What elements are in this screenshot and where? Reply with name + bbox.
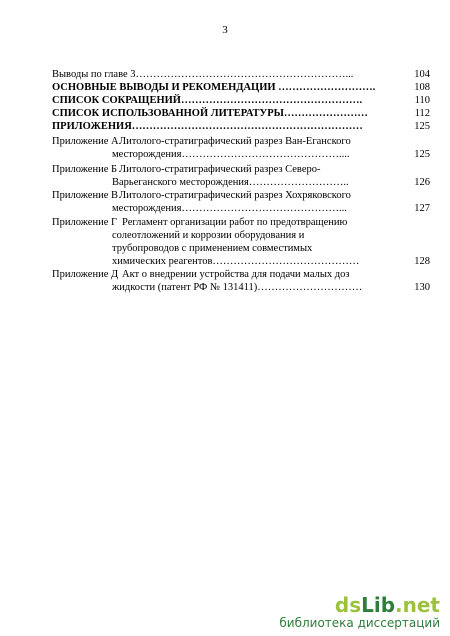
appendix-v-text: месторождения………………………………………... (112, 203, 347, 214)
appendix-b-text: Варьеганского месторождения……………………….. (112, 177, 349, 188)
appendix-a-line-1 (119, 135, 430, 148)
appendix-b-line-2 (112, 176, 430, 189)
appendix-g-label: Приложение Г (52, 217, 118, 228)
toc-row-title: СПИСОК ИСПОЛЬЗОВАННОЙ ЛИТЕРАТУРЫ…………………… (52, 108, 368, 119)
toc-row-page: 110 (414, 95, 430, 106)
appendix-d-line-2 (112, 281, 430, 294)
toc-row-page: 108 (414, 82, 430, 93)
appendix-b-line-1 (119, 163, 430, 176)
appendix-g-line-1 (122, 216, 430, 229)
logo-part-lib: Lib (361, 593, 396, 617)
appendix-g-page: 128 (414, 256, 430, 267)
appendix-d-line-1 (122, 268, 430, 281)
appendix-a-label: Приложение А (52, 136, 119, 147)
toc-row-page: 104 (414, 69, 430, 80)
dslib-subtitle: библиотека диссертаций (279, 616, 440, 630)
appendix-g-text: Регламент организации работ по предотвращению (122, 217, 348, 228)
appendix-v-line-1 (119, 189, 430, 202)
appendix-b-text: Литолого-стратиграфический разрез Северо- (119, 164, 321, 175)
appendix-a-line-2 (112, 148, 430, 161)
appendix-v-page: 127 (414, 203, 430, 214)
toc-row-abbreviations (52, 94, 430, 107)
appendix-d-text: жидкости (патент РФ № 131411)………………………… (112, 282, 363, 293)
appendix-g-line-3 (112, 242, 430, 255)
appendix-a-text: месторождения……………………………………….... (112, 149, 350, 160)
appendix-v-text: Литолого-стратиграфический разрез Хохряковского (119, 190, 351, 201)
appendix-g-text: солеотложений и коррозии оборудования и (112, 230, 305, 241)
appendix-g-text: трубопроводов с применением совместимых (112, 243, 313, 254)
appendix-d-text: Акт о внедрении устройства для подачи малых доз (122, 269, 350, 280)
logo-part-net: .net (395, 593, 440, 617)
toc-row-title: ОСНОВНЫЕ ВЫВОДЫ И РЕКОМЕНДАЦИИ ………………………. (52, 82, 376, 93)
toc-row-appendices (52, 120, 430, 133)
dslib-logo (279, 594, 440, 616)
toc-row-title: Выводы по главе 3……………………………………………………... (52, 69, 354, 80)
toc-row-title: СПИСОК СОКРАЩЕНИЙ……………………………………………. (52, 95, 363, 106)
page-number: 3 (222, 24, 228, 36)
appendix-g-line-4 (112, 255, 430, 268)
appendix-v-label: Приложение В (52, 190, 118, 201)
toc-row-title: ПРИЛОЖЕНИЯ………………………………………………………… (52, 121, 363, 132)
toc-row-references (52, 107, 430, 120)
appendix-a-text: Литолого-стратиграфический разрез Ван-Еганского (119, 136, 351, 147)
appendix-d-page: 130 (414, 282, 430, 293)
toc-row-chapter3-conclusions (52, 68, 430, 81)
appendix-a-page: 125 (414, 149, 430, 160)
toc-row-page: 125 (414, 121, 430, 132)
appendix-v-line-2 (112, 202, 430, 215)
dslib-watermark (279, 594, 440, 630)
appendix-g-text: химических реагентов…………………………………… (112, 256, 360, 267)
toc-row-page: 112 (414, 108, 430, 119)
logo-part-ds: ds (334, 593, 362, 617)
toc-row-main-conclusions (52, 81, 430, 94)
appendix-b-page: 126 (414, 177, 430, 188)
appendix-b-label: Приложение Б (52, 164, 118, 175)
appendix-d-label: Приложение Д (52, 269, 119, 280)
appendix-g-line-2 (112, 229, 430, 242)
